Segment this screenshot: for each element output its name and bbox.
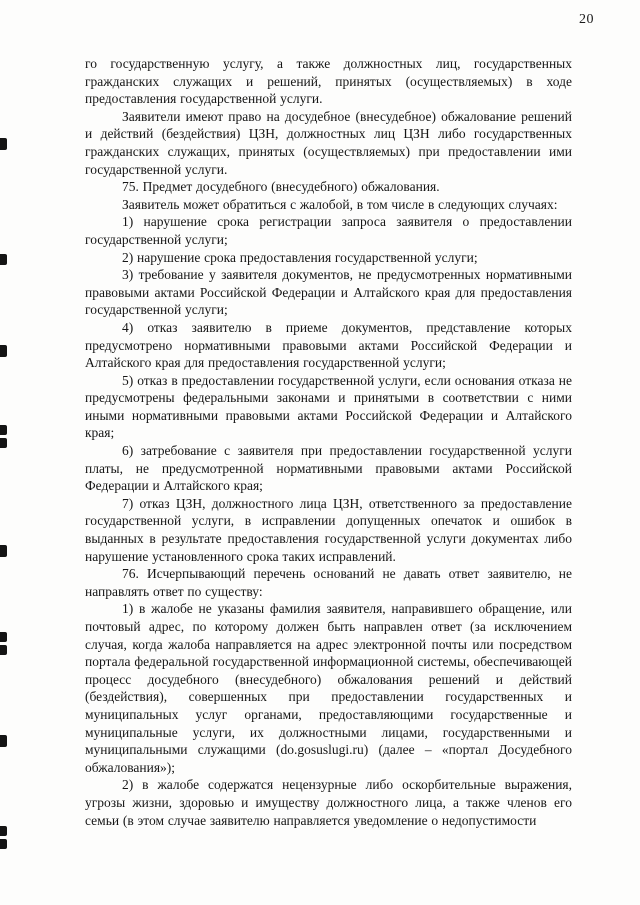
- list-item: 6) затребование с заявителя при предоставлении государственной услуги платы, не предусмотренной нормативными правовыми актами Российской Федерации и Алтайского края;: [85, 443, 572, 494]
- scan-mark: [0, 826, 7, 836]
- list-item: 2) в жалобе содержатся нецензурные либо оскорбительные выражения, угрозы жизни, здоровью и имуществу должностного лица, а также членов его семьи (в этом случае заявителю направляется уведомление о недопустимости: [85, 777, 572, 828]
- paragraph: го государственную услугу, а также должностных лиц, государственных гражданских служащих и решений, принятых (осуществляемых) в ходе предоставления государственной услуги.: [85, 56, 572, 107]
- scan-mark: [0, 138, 7, 150]
- scan-mark: [0, 254, 7, 265]
- scan-mark: [0, 545, 7, 557]
- list-item: 1) в жалобе не указаны фамилия заявителя, направившего обращение, или почтовый адрес, по которому должен быть направлен ответ (за исключением случая, когда жалоба направляется на адрес электронной почты или посредством портала федеральной государственной информационной системы, обеспечивающей процесс досудебного (внесудебного) обжалования решений и действий (бездействия), совершенных при предоставлении государственных и муниципальных услуг органами, предоставляющими государственные и муниципальные услуги, их должностными лицами, государственными и муниципальными служащими (do.gosuslugi.ru) (далее – «портал Досудебного обжалования»);: [85, 601, 572, 775]
- section-heading-75: 75. Предмет досудебного (внесудебного) обжалования.: [122, 179, 440, 195]
- list-item: 2) нарушение срока предоставления государственной услуги;: [122, 249, 478, 265]
- list-item: 1) нарушение срока регистрации запроса заявителя о предоставлении государственной услуги;: [85, 214, 572, 247]
- paragraph: Заявители имеют право на досудебное (внесудебное) обжалование решений и действий (бездействия) ЦЗН, должностных лиц ЦЗН либо государственных гражданских служащих, принятых (осуществляемых) при предоставлении ими государственной услуги.: [85, 108, 572, 177]
- list-item: 5) отказ в предоставлении государственной услуги, если основания отказа не предусмотрены федеральными законами и принятыми в соответствии с ними иными нормативными правовыми актами Российской Федерации и Алтайского края;: [85, 372, 572, 441]
- page-number: 20: [579, 12, 594, 27]
- scan-mark: [0, 438, 7, 448]
- scan-mark: [0, 735, 7, 747]
- scan-mark: [0, 345, 7, 357]
- document-body: [85, 55, 572, 829]
- scan-mark: [0, 425, 7, 435]
- list-item: 3) требование у заявителя документов, не предусмотренных нормативными правовыми актами Российской Федерации и Алтайского края для предоставления государственной услуги;: [85, 267, 572, 318]
- list-item: 4) отказ заявителю в приеме документов, представление которых предусмотрено нормативными правовыми актами Российской Федерации и Алтайского края для предоставления государственной услуги;: [85, 319, 572, 371]
- list-item: 7) отказ ЦЗН, должностного лица ЦЗН, ответственного за предоставление государственной услуги, в исправлении допущенных опечаток и ошибок в выданных в результате предоставления государственной услуги документах либо нарушение установленного срока таких исправлений.: [85, 495, 572, 564]
- scan-mark: [0, 632, 7, 642]
- paragraph: Заявитель может обратиться с жалобой, в том числе в следующих случаях:: [122, 196, 558, 212]
- section-heading-76: 76. Исчерпывающий перечень оснований не давать ответ заявителю, не направлять ответ по существу:: [85, 566, 572, 599]
- scan-mark: [0, 839, 7, 849]
- scan-mark: [0, 645, 7, 655]
